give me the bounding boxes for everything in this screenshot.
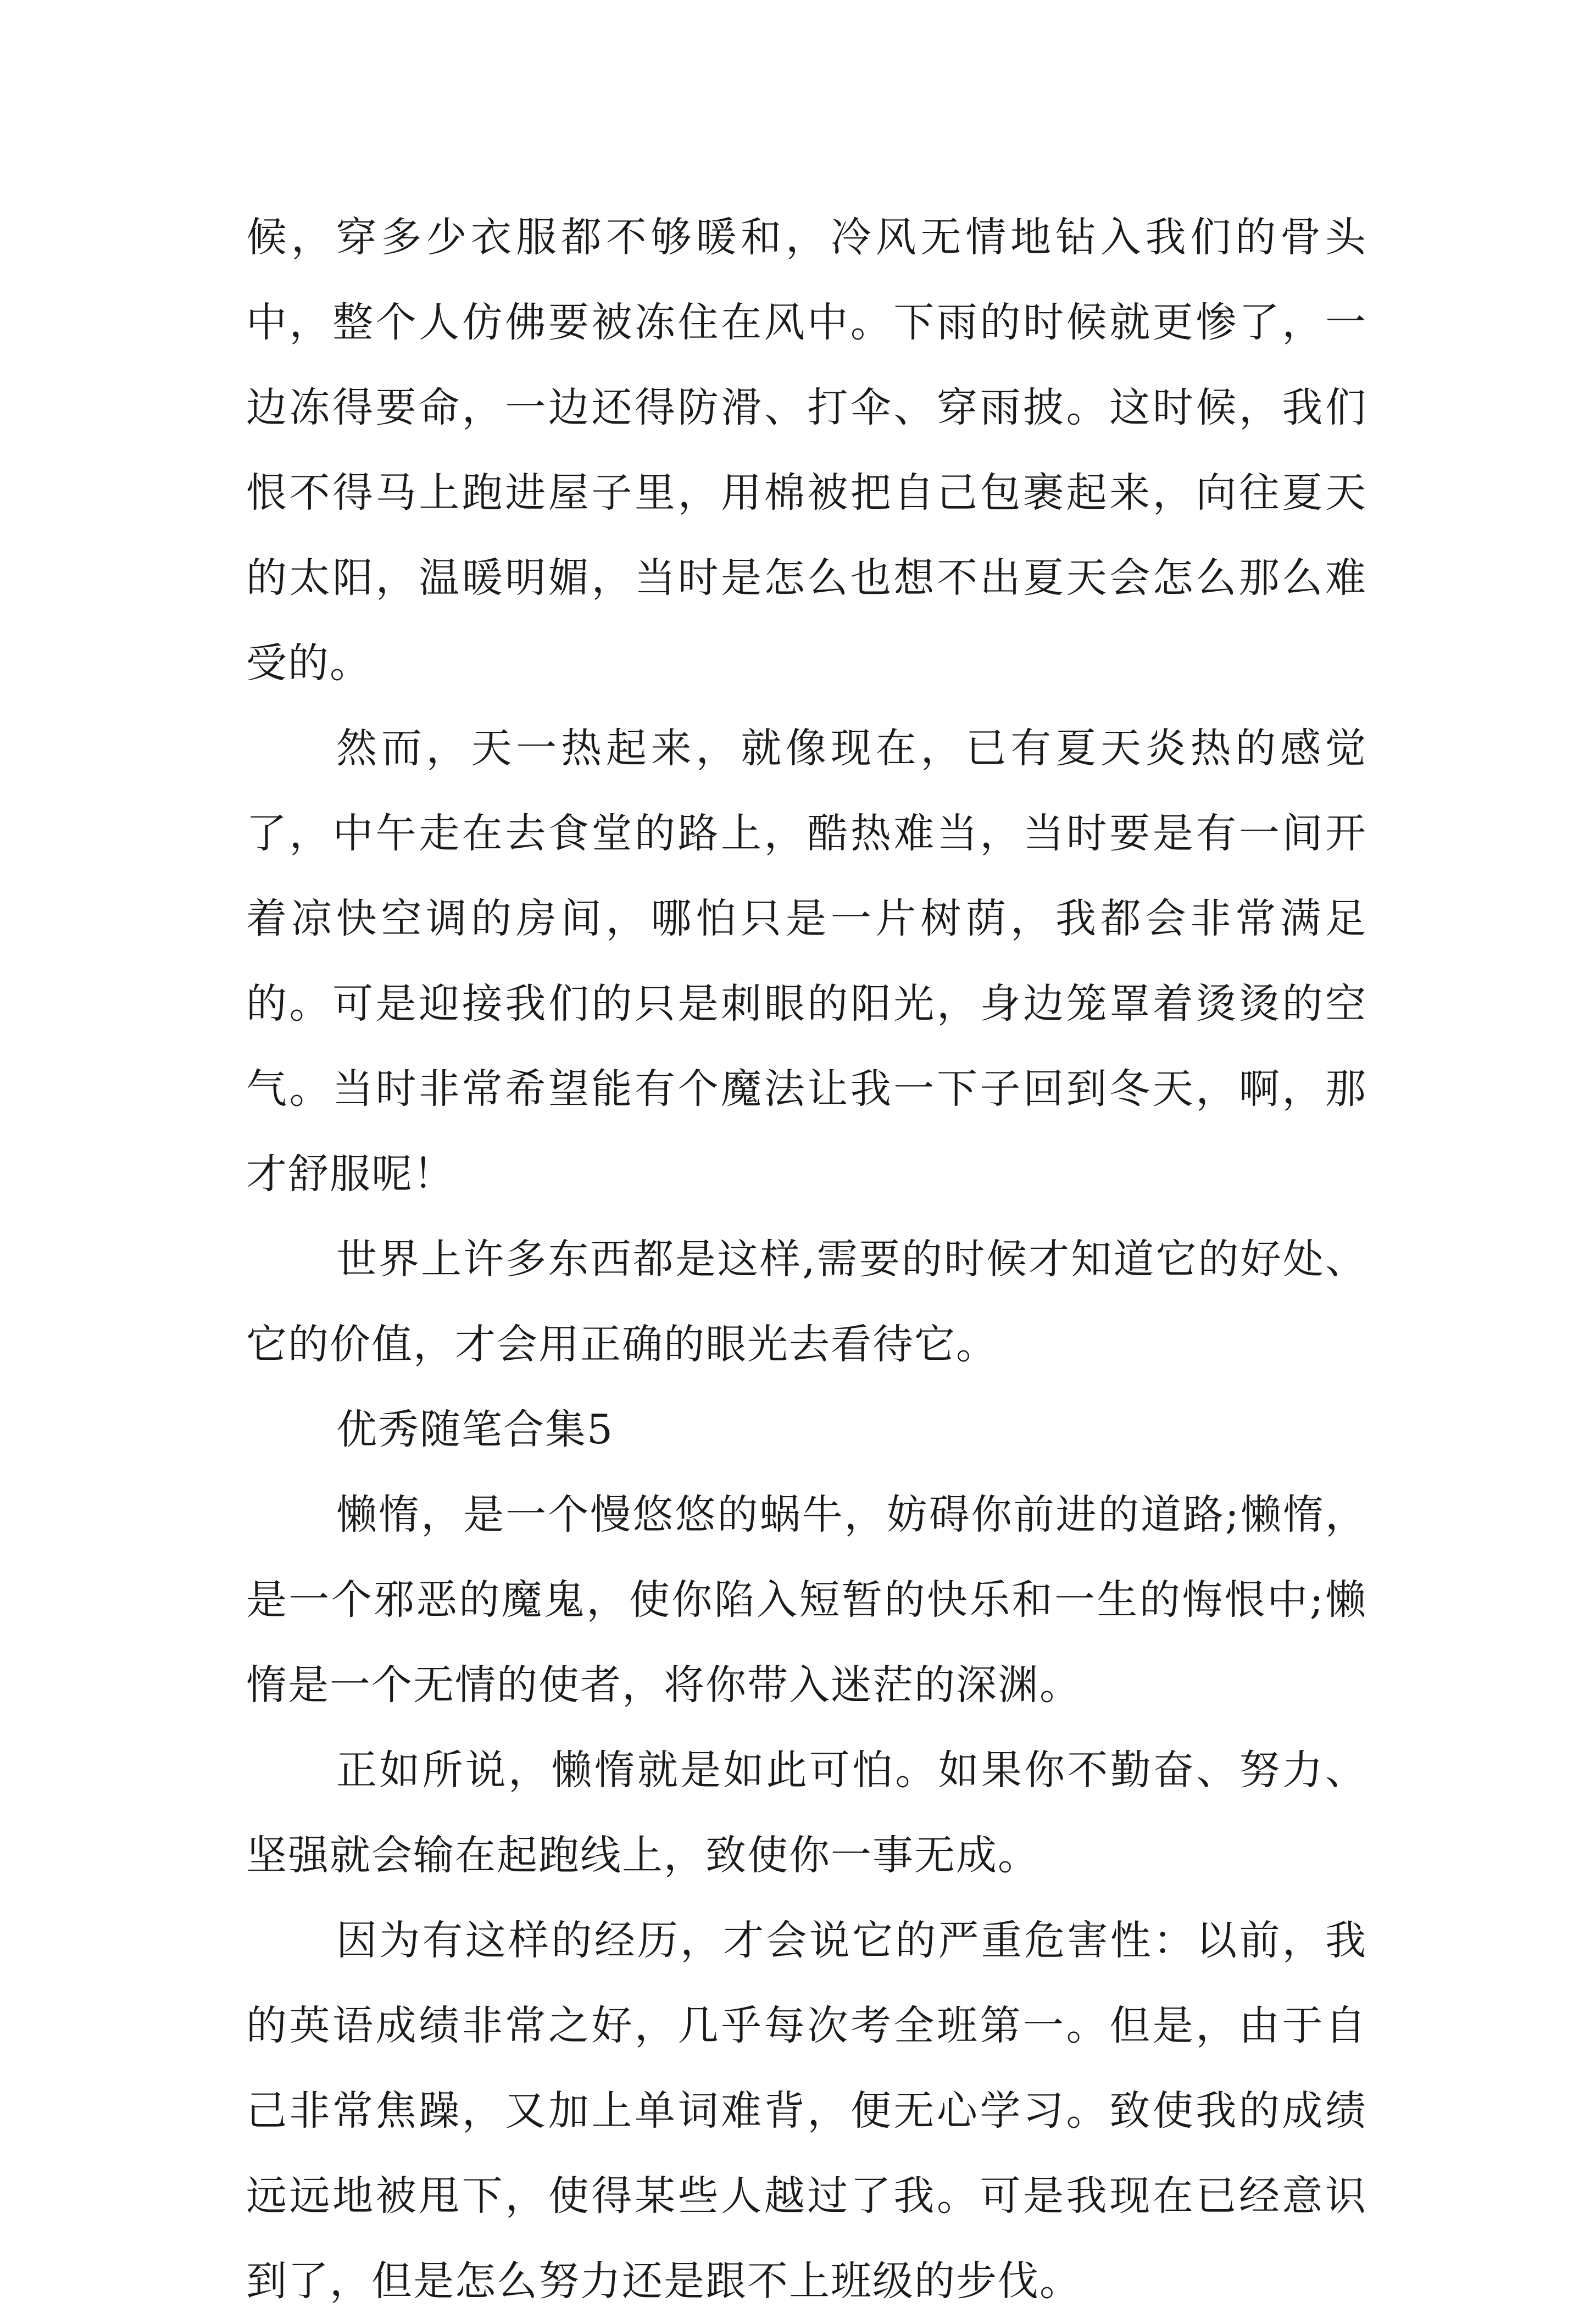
paragraph: 懒惰，是一个慢悠悠的蜗牛，妨碍你前进的道路;懒惰，是一个邪恶的魔鬼，使你陷入短暂的快乐和一生的悔恨中;懒惰是一个无情的使者，将你带入迷茫的深渊。 bbox=[246, 1491, 1367, 1709]
paragraph: 世界上许多东西都是这样,需要的时候才知道它的好处、它的价值，才会用正确的眼光去看待它。 bbox=[246, 1236, 1367, 1368]
paragraph-continuation: 候，穿多少衣服都不够暖和，冷风无情地钻入我们的骨头中，整个人仿佛要被冻住在风中。下雨的时候就更惨了，一边冻得要命，一边还得防滑、打伞、穿雨披。这时候，我们恨不得马上跑进屋子里，用棉被把自己包裹起来，向往夏天的太阳，温暖明媚，当时是怎么也想不出夏天会怎么那么难受的。 bbox=[246, 214, 1367, 687]
paragraph: 正如所说，懒惰就是如此可怕。如果你不勤奋、努力、坚强就会输在起跑线上，致使你一事无成。 bbox=[246, 1747, 1367, 1879]
paragraph: 然而，天一热起来，就像现在，已有夏天炎热的感觉了，中午走在去食堂的路上，酷热难当，当时要是有一间开着凉快空调的房间，哪怕只是一片树荫，我都会非常满足的。可是迎接我们的只是刺眼的阳光，身边笼罩着烫烫的空气。当时非常希望能有个魔法让我一下子回到冬天，啊，那才舒服呢！ bbox=[246, 725, 1367, 1198]
section-heading: 优秀随笔合集5 bbox=[336, 1406, 614, 1453]
document-body bbox=[246, 195, 1367, 2324]
paragraph: 因为有这样的经历，才会说它的严重危害性：以前，我的英语成绩非常之好，几乎每次考全班第一。但是，由于自己非常焦躁，又加上单词难背，便无心学习。致使我的成绩远远地被甩下，使得某些人越过了我。可是我现在已经意识到了，但是怎么努力还是跟不上班级的步伐。 bbox=[246, 1917, 1367, 2305]
